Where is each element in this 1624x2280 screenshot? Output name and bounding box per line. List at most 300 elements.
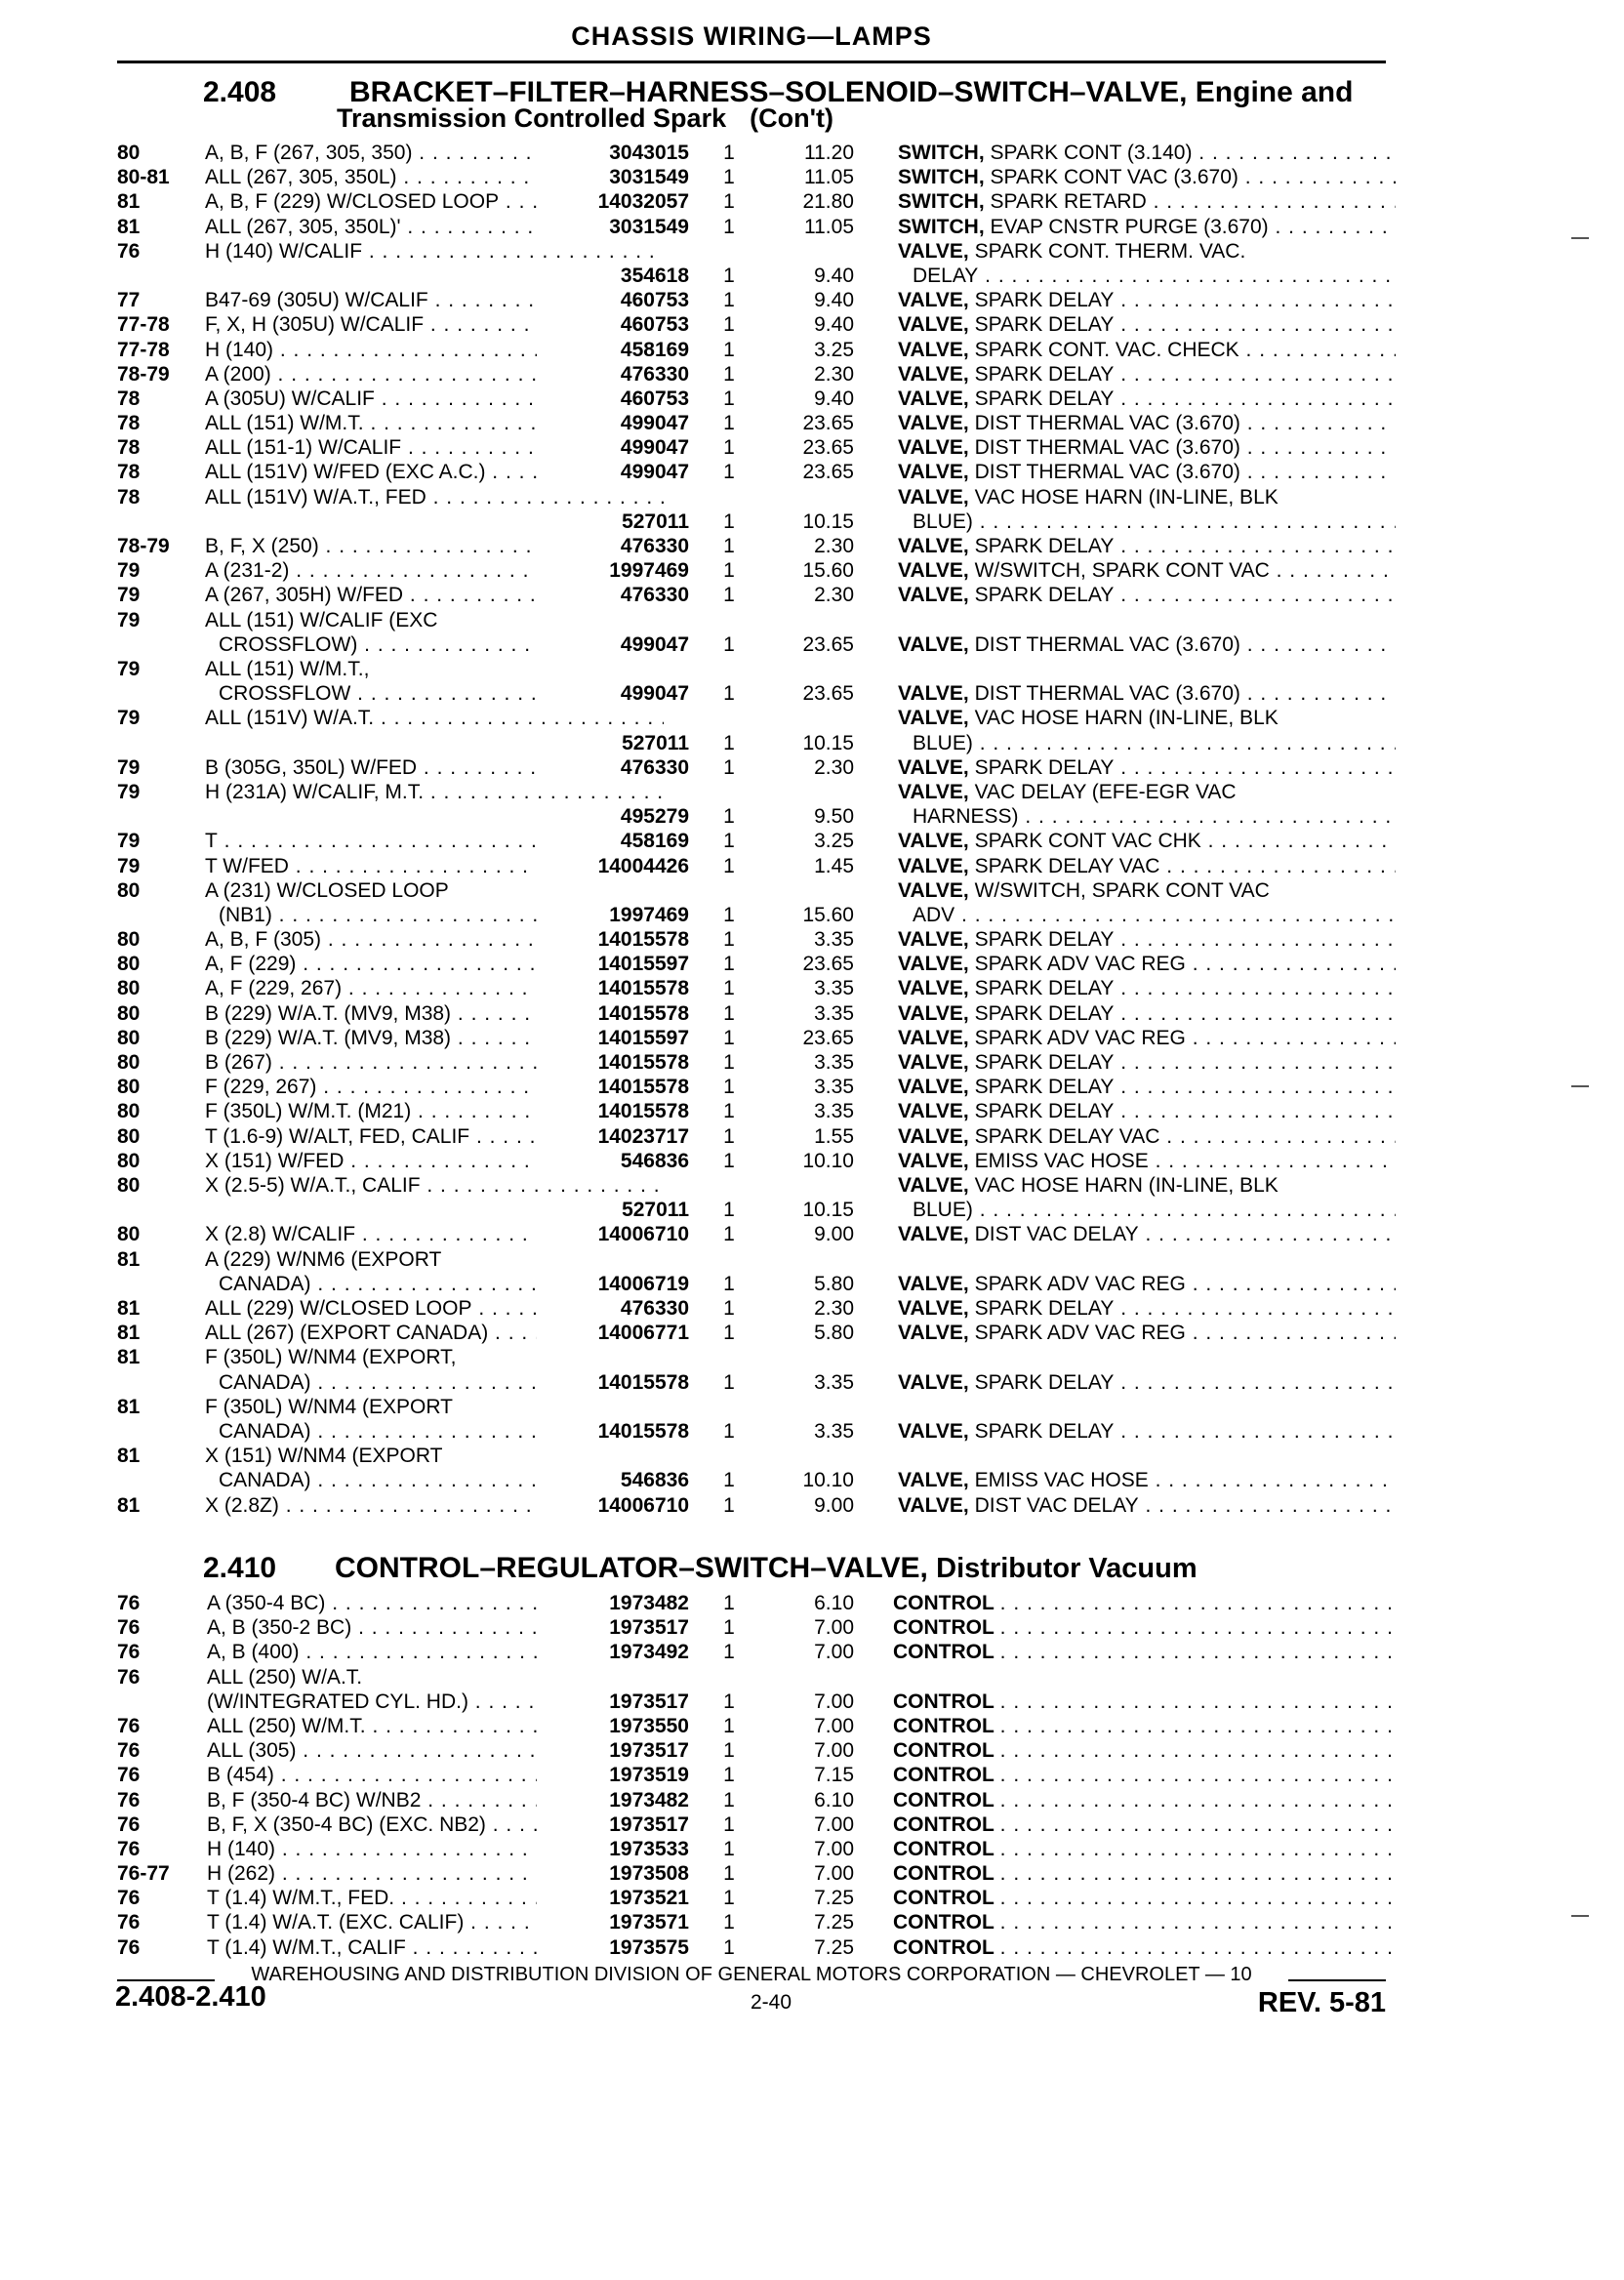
description-cell [898, 165, 1396, 189]
part-number-cell: 499047 [537, 411, 689, 435]
year-cell: 81 [117, 1247, 141, 1271]
application-cell: ALL (250) W/A.T. [207, 1665, 363, 1689]
quantity-cell: 1 [723, 1051, 735, 1075]
year-cell: 77-78 [117, 313, 170, 337]
year-cell: 79 [117, 584, 141, 607]
part-number-cell: 495279 [537, 804, 689, 829]
continued-label: (Con't) [750, 103, 833, 133]
year-cell: 78 [117, 387, 141, 410]
table-row [117, 1788, 1396, 1812]
description-type: CONTROL [893, 1739, 995, 1763]
table-row [117, 1615, 1396, 1640]
application-cell: F (350L) W/NM4 (EXPORT, [205, 1346, 457, 1369]
table-row [117, 1247, 1396, 1296]
application-cell: T (1.4) W/M.T., FED. . . . [207, 1886, 666, 1910]
quantity-cell: 1 [723, 264, 735, 287]
table-row [117, 1837, 1396, 1861]
year-cell: 80 [117, 1124, 141, 1148]
part-number-cell: 14015578 [537, 976, 689, 1000]
table-row [117, 1395, 1396, 1444]
quantity-cell: 1 [723, 461, 735, 484]
part-number-cell: 14015578 [537, 1099, 689, 1123]
description-cell [898, 1272, 1396, 1296]
quantity-cell: 1 [723, 387, 735, 410]
year-cell: 80 [117, 1149, 141, 1172]
part-number-cell: 354618 [537, 264, 689, 288]
price-cell: 3.25 [814, 830, 854, 853]
description-type: CONTROL [893, 1788, 995, 1812]
table-row [117, 1444, 1396, 1492]
description-type: SWITCH, [898, 142, 985, 164]
price-cell: 23.65 [802, 953, 854, 976]
header-rule [117, 61, 1386, 63]
quantity-cell: 1 [723, 953, 735, 976]
price-cell: 9.40 [814, 289, 854, 312]
description-cell [898, 362, 1396, 387]
year-cell: 76 [117, 1592, 141, 1614]
price-cell: 7.00 [814, 1641, 854, 1664]
description-text: SPARK DELAY [974, 928, 1115, 952]
price-cell: 10.10 [802, 1149, 854, 1172]
part-number-cell: 3043015 [537, 141, 689, 165]
description-text: SPARK CONT. VAC. CHECK [974, 338, 1239, 361]
description-cell [898, 927, 1396, 952]
description-text: SPARK DELAY VAC [974, 854, 1160, 877]
description-cell [898, 976, 1396, 1000]
quantity-cell: 1 [723, 1592, 735, 1614]
description-cell [898, 485, 1396, 509]
table-row [117, 878, 1396, 927]
description-text: VAC HOSE HARN (IN-LINE, BLK [974, 485, 1279, 509]
description-text: DIST THERMAL VAC (3.670) [974, 436, 1240, 460]
description-type: VALVE, [898, 485, 969, 509]
part-number-cell: 1973517 [537, 1812, 689, 1837]
quantity-cell: 1 [723, 1641, 735, 1664]
table-row [117, 312, 1396, 337]
price-cell: 10.10 [802, 1469, 854, 1492]
year-cell: 78 [117, 461, 141, 484]
quantity-cell: 1 [723, 1223, 735, 1246]
description-text: SPARK CONT VAC (3.670) [990, 166, 1238, 189]
price-cell: 6.10 [814, 1592, 854, 1614]
price-cell: 9.50 [814, 805, 854, 829]
description-text: SPARK DELAY [974, 584, 1115, 607]
description-type: CONTROL [893, 1592, 995, 1614]
description-cell [893, 1935, 1391, 1960]
table-row [117, 165, 1396, 189]
description-text: W/SWITCH, SPARK CONT VAC [974, 559, 1270, 583]
description-text: SPARK CONT. THERM. VAC. [974, 239, 1246, 263]
application-cell: B47-69 (305U) W/CALIF . . . [205, 288, 664, 312]
description-type: VALVE, [898, 755, 969, 779]
description-cell-cont: HARNESS) . . . [913, 804, 1396, 829]
description-text: SPARK DELAY [974, 1051, 1115, 1075]
description-cell [893, 1640, 1391, 1664]
description-type: VALVE, [898, 953, 969, 976]
quantity-cell: 1 [723, 559, 735, 583]
description-text: VAC DELAY (EFE-EGR VAC [974, 780, 1237, 803]
price-cell: 1.45 [814, 854, 854, 877]
year-cell: 77 [117, 289, 141, 312]
description-type: VALVE, [898, 1296, 969, 1320]
price-cell: 11.05 [804, 215, 854, 238]
quantity-cell: 1 [723, 436, 735, 460]
description-cell [898, 435, 1396, 460]
table-row [117, 387, 1396, 411]
part-number-cell: 14015597 [537, 1026, 689, 1050]
description-type: VALVE, [898, 1272, 969, 1295]
table-row [117, 1886, 1396, 1910]
section-number: 2.410 [203, 1552, 277, 1584]
quantity-cell: 1 [723, 1100, 735, 1123]
table-row [117, 854, 1396, 878]
price-cell: 6.10 [814, 1788, 854, 1812]
year-cell: 80 [117, 953, 141, 976]
description-text: SPARK DELAY [974, 977, 1115, 1000]
table-row [117, 1714, 1396, 1738]
table-row [117, 558, 1396, 583]
description-cell-cont: BLUE) . . . [913, 1198, 1396, 1222]
description-cell-cont: BLUE) . . . [913, 509, 1396, 534]
section-heading: CONTROL–REGULATOR–SWITCH–VALVE, [335, 1552, 928, 1584]
description-cell-cont: BLUE) . . . [913, 731, 1396, 755]
description-text: SPARK ADV VAC REG [974, 953, 1186, 976]
description-cell [893, 1738, 1391, 1763]
price-cell: 2.30 [814, 535, 854, 558]
section-heading: BRACKET–FILTER–HARNESS–SOLENOID–SWITCH–VALVE, [349, 76, 1188, 108]
year-cell: 81 [117, 1493, 141, 1517]
year-cell: 79 [117, 755, 141, 779]
table-row [117, 1099, 1396, 1123]
description-type: VALVE, [898, 1322, 969, 1345]
price-cell: 2.30 [814, 584, 854, 607]
description-type: CONTROL [893, 1641, 995, 1664]
quantity-cell: 1 [723, 632, 735, 656]
year-cell: 80 [117, 1026, 141, 1049]
application-cell-cont: (NB1) . . . [219, 903, 677, 927]
year-cell: 79 [117, 608, 141, 631]
part-number-cell: 499047 [537, 460, 689, 484]
quantity-cell: 1 [723, 338, 735, 361]
section-heading-tail: Distributor Vacuum [936, 1553, 1198, 1584]
price-cell: 23.65 [802, 1026, 854, 1049]
table-row [117, 1075, 1396, 1099]
application-cell: X (2.5-5) W/A.T., CALIF . . . [205, 1173, 664, 1198]
year-cell: 80 [117, 1076, 141, 1099]
application-cell: A, B (350-2 BC) . . . [207, 1615, 666, 1640]
description-cell [893, 1788, 1391, 1812]
application-cell: A (350-4 BC) . . . [207, 1591, 666, 1615]
application-cell: ALL (151) W/M.T. . . . [205, 411, 664, 435]
part-number-cell: 460753 [537, 288, 689, 312]
part-number-cell: 1973521 [537, 1886, 689, 1910]
year-cell: 81 [117, 1346, 141, 1369]
table-row [117, 1591, 1396, 1615]
description-type: VALVE, [898, 928, 969, 952]
description-type: VALVE, [898, 1149, 969, 1172]
margin-mark [1571, 1085, 1589, 1087]
year-cell: 76 [117, 1911, 141, 1934]
description-type: VALVE, [898, 289, 969, 312]
price-cell: 9.40 [814, 264, 854, 287]
year-cell: 76 [117, 1739, 141, 1763]
quantity-cell: 1 [723, 166, 735, 189]
description-cell [898, 288, 1396, 312]
description-type: VALVE, [898, 977, 969, 1000]
description-cell [893, 1812, 1391, 1837]
description-type: VALVE, [898, 338, 969, 361]
description-type: VALVE, [898, 1419, 969, 1443]
part-number-cell: 1973519 [537, 1763, 689, 1787]
price-cell: 7.00 [814, 1616, 854, 1640]
description-type: CONTROL [893, 1837, 995, 1860]
application-cell: X (151) W/NM4 (EXPORT [205, 1445, 443, 1468]
description-text: DIST THERMAL VAC (3.670) [974, 461, 1240, 484]
part-number-cell: 1973492 [537, 1640, 689, 1664]
description-cell [898, 829, 1396, 853]
year-cell: 80 [117, 142, 141, 164]
description-type: VALVE, [898, 632, 969, 656]
description-type: CONTROL [893, 1714, 995, 1737]
year-cell: 79 [117, 830, 141, 853]
price-cell: 9.00 [814, 1223, 854, 1246]
description-cell [898, 1173, 1396, 1198]
description-type: VALVE, [898, 1223, 969, 1246]
description-type: CONTROL [893, 1862, 995, 1886]
table-row [117, 1665, 1396, 1714]
description-type: VALVE, [898, 707, 969, 730]
description-text: SPARK DELAY [974, 1100, 1115, 1123]
application-cell: H (231A) W/CALIF, M.T. . . . [205, 780, 664, 804]
margin-mark [1571, 237, 1589, 239]
parts-list-2410 [117, 1591, 1396, 1960]
quantity-cell: 1 [723, 1370, 735, 1394]
year-cell: 76 [117, 1812, 141, 1836]
part-number-cell: 546836 [537, 1149, 689, 1173]
description-type: VALVE, [898, 830, 969, 853]
quantity-cell: 1 [723, 1493, 735, 1517]
table-row [117, 485, 1396, 534]
part-number-cell: 14015578 [537, 1370, 689, 1395]
description-type: VALVE, [898, 535, 969, 558]
application-cell: ALL (250) W/M.T. . . . [207, 1714, 666, 1738]
description-text: DIST THERMAL VAC (3.670) [974, 632, 1240, 656]
description-type: VALVE, [898, 387, 969, 410]
price-cell: 7.00 [814, 1739, 854, 1763]
quantity-cell: 1 [723, 1149, 735, 1172]
part-number-cell: 546836 [537, 1468, 689, 1492]
part-number-cell: 1997469 [537, 558, 689, 583]
description-cell [893, 1861, 1391, 1886]
year-cell: 81 [117, 1445, 141, 1468]
price-cell: 5.80 [814, 1272, 854, 1295]
description-cell [898, 1419, 1396, 1444]
table-row [117, 1026, 1396, 1050]
application-cell: A, B, F (229) W/CLOSED LOOP . . . [205, 189, 664, 214]
description-text: SPARK ADV VAC REG [974, 1322, 1186, 1345]
quantity-cell: 1 [723, 1911, 735, 1934]
part-number-cell: 14006710 [537, 1493, 689, 1518]
price-cell: 3.35 [814, 1051, 854, 1075]
part-number-cell: 458169 [537, 338, 689, 362]
description-type: VALVE, [898, 559, 969, 583]
description-cell [898, 1321, 1396, 1345]
description-cell [898, 141, 1396, 165]
description-cell [898, 558, 1396, 583]
description-cell [898, 1075, 1396, 1099]
price-cell: 3.35 [814, 1419, 854, 1443]
application-cell: A (231-2) . . . [205, 558, 664, 583]
description-type: CONTROL [893, 1911, 995, 1934]
application-cell-cont: CROSSFLOW . . . [219, 681, 677, 706]
year-cell: 76 [117, 1764, 141, 1787]
price-cell: 23.65 [802, 436, 854, 460]
section-number: 2.408 [203, 76, 277, 108]
year-cell: 80 [117, 977, 141, 1000]
application-cell: ALL (151V) W/A.T. . . . [205, 706, 664, 730]
price-cell: 3.35 [814, 977, 854, 1000]
table-row [117, 976, 1396, 1000]
application-cell: A, F (229) . . . [205, 952, 664, 976]
price-cell: 3.35 [814, 928, 854, 952]
price-cell: 11.20 [804, 142, 854, 164]
part-number-cell: 499047 [537, 435, 689, 460]
part-number-cell: 14023717 [537, 1124, 689, 1149]
description-cell [898, 632, 1396, 657]
part-number-cell: 1973482 [537, 1788, 689, 1812]
table-row [117, 927, 1396, 952]
description-type: VALVE, [898, 1173, 969, 1197]
quantity-cell: 1 [723, 682, 735, 706]
price-cell: 7.00 [814, 1837, 854, 1860]
year-cell: 80-81 [117, 166, 170, 189]
price-cell: 7.00 [814, 1862, 854, 1886]
year-cell: 76 [117, 1788, 141, 1812]
description-type: CONTROL [893, 1887, 995, 1910]
description-text: SPARK DELAY [974, 289, 1115, 312]
price-cell: 2.30 [814, 362, 854, 386]
part-number-cell: 499047 [537, 681, 689, 706]
year-cell: 80 [117, 1051, 141, 1075]
year-cell: 78 [117, 436, 141, 460]
part-number-cell: 1973517 [537, 1615, 689, 1640]
description-text: SPARK DELAY [974, 1370, 1115, 1394]
price-cell: 7.00 [814, 1812, 854, 1836]
table-row [117, 1935, 1396, 1960]
description-cell [898, 215, 1396, 239]
description-text: SPARK DELAY [974, 535, 1115, 558]
year-cell: 78 [117, 485, 141, 509]
quantity-cell: 1 [723, 977, 735, 1000]
application-cell: ALL (151-1) W/CALIF . . . [205, 435, 664, 460]
price-cell: 23.65 [802, 412, 854, 435]
table-row [117, 1812, 1396, 1837]
description-text: SPARK DELAY [974, 362, 1115, 386]
quantity-cell: 1 [723, 1419, 735, 1443]
description-text: SPARK CONT (3.140) [990, 142, 1193, 164]
table-row [117, 1910, 1396, 1934]
application-cell: H (140) W/CALIF . . . [205, 239, 664, 264]
table-row [117, 189, 1396, 214]
description-type: VALVE, [898, 878, 969, 902]
quantity-cell: 1 [723, 1322, 735, 1345]
part-number-cell: 1973508 [537, 1861, 689, 1886]
description-cell [898, 1468, 1396, 1492]
table-row [117, 1493, 1396, 1518]
part-number-cell: 3031549 [537, 215, 689, 239]
application-cell: B (229) W/A.T. (MV9, M38) . . . [205, 1001, 664, 1026]
description-text: DIST THERMAL VAC (3.670) [974, 682, 1240, 706]
description-text: SPARK DELAY [974, 313, 1115, 337]
page-header: CHASSIS WIRING—LAMPS [571, 21, 932, 51]
description-type: SWITCH, [898, 190, 985, 214]
application-cell: ALL (151V) W/A.T., FED . . . [205, 485, 664, 509]
description-cell-cont: ADV . . . [913, 903, 1396, 927]
application-cell: A, B, F (305) . . . [205, 927, 664, 952]
description-text: EVAP CNSTR PURGE (3.670) [990, 215, 1269, 238]
description-cell [898, 583, 1396, 607]
quantity-cell: 1 [723, 830, 735, 853]
description-cell [898, 878, 1396, 903]
quantity-cell: 1 [723, 928, 735, 952]
application-cell: ALL (229) W/CLOSED LOOP . . . [205, 1296, 664, 1321]
description-type: CONTROL [893, 1812, 995, 1836]
application-cell: T (1.4) W/A.T. (EXC. CALIF) . . . [207, 1910, 666, 1934]
description-type: VALVE, [898, 780, 969, 803]
year-cell: 81 [117, 190, 141, 214]
application-cell: A (200) . . . [205, 362, 664, 387]
year-cell: 76 [117, 1714, 141, 1737]
application-cell: A, F (229, 267) . . . [205, 976, 664, 1000]
description-cell [898, 1370, 1396, 1395]
application-cell: A (231) W/CLOSED LOOP [205, 878, 449, 902]
table-row [117, 780, 1396, 829]
section-2410-title [203, 1552, 1198, 1585]
year-cell: 81 [117, 1395, 141, 1418]
application-cell-cont: (W/INTEGRATED CYL. HD.) . . . [207, 1690, 666, 1714]
year-cell: 80 [117, 878, 141, 902]
table-row [117, 1050, 1396, 1075]
description-type: VALVE, [898, 239, 969, 263]
description-type: VALVE, [898, 584, 969, 607]
table-row [117, 239, 1396, 288]
application-cell: B, F, X (250) . . . [205, 534, 664, 558]
price-cell: 15.60 [802, 559, 854, 583]
application-cell-cont: CANADA) . . . [219, 1370, 677, 1395]
description-text: SPARK DELAY [974, 755, 1115, 779]
application-cell: X (2.8) W/CALIF . . . [205, 1222, 664, 1246]
quantity-cell: 1 [723, 1124, 735, 1148]
quantity-cell: 1 [723, 1469, 735, 1492]
price-cell: 23.65 [802, 632, 854, 656]
table-row [117, 1149, 1396, 1173]
quantity-cell: 1 [723, 1026, 735, 1049]
year-cell: 76 [117, 1837, 141, 1860]
price-cell: 7.00 [814, 1714, 854, 1737]
year-cell: 76 [117, 1887, 141, 1910]
year-cell: 81 [117, 1296, 141, 1320]
year-cell: 81 [117, 215, 141, 238]
price-cell: 7.00 [814, 1690, 854, 1713]
application-cell: ALL (151V) W/FED (EXC A.C.) . . . [205, 460, 664, 484]
part-number-cell: 476330 [537, 1296, 689, 1321]
table-row [117, 1738, 1396, 1763]
application-cell: A (267, 305H) W/FED . . . [205, 583, 664, 607]
description-type: VALVE, [898, 1001, 969, 1025]
price-cell: 1.55 [814, 1124, 854, 1148]
description-cell [893, 1714, 1391, 1738]
price-cell: 2.30 [814, 1296, 854, 1320]
